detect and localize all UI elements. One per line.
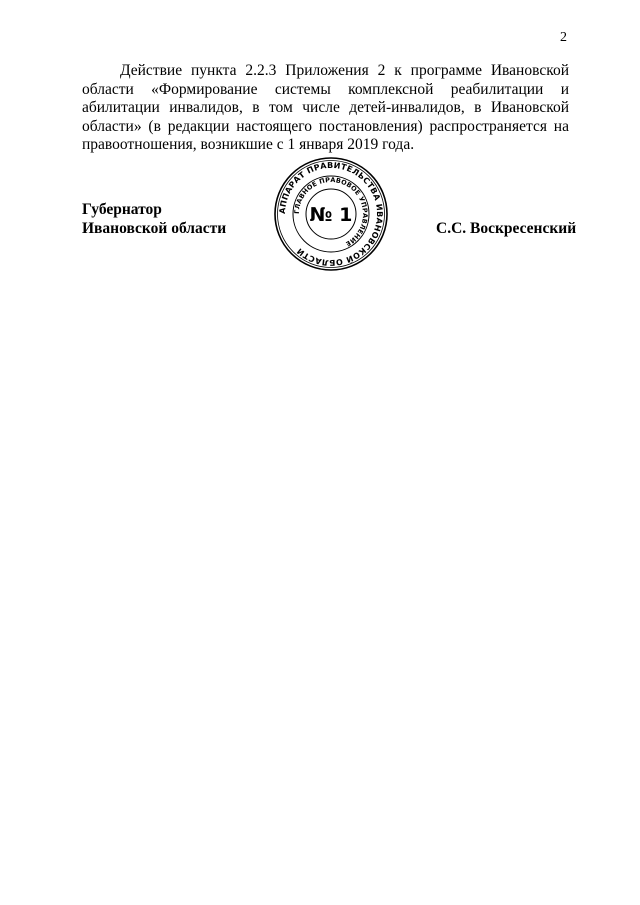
stamp-number: № 1	[309, 204, 353, 226]
signatory-title	[82, 201, 226, 238]
signatory-name: С.С. Воскресенский	[436, 220, 577, 237]
page-number: 2	[560, 30, 567, 45]
body-paragraph: Действие пункта 2.2.3 Приложения 2 к программе Ивановской области «Формирование системы комплексной реабилитации и абилитации инвалидов, в том числе детей-инвалидов, в Ивановской области» (в редакции настоящего постановления) распространяется на правоотношения, возникшие с 1 января 2019 года.	[82, 62, 569, 153]
stamp-outer-text: АППАРАТ ПРАВИТЕЛЬСТВА ИВАНОВСКОЙ ОБЛАСТИ	[277, 160, 385, 268]
signatory-title-line2: Ивановской области	[82, 219, 227, 237]
stamp-inner-text: ГЛАВНОЕ ПРАВОВОЕ УПРАВЛЕНИЕ	[292, 175, 370, 248]
official-stamp	[273, 156, 389, 272]
signatory-title-line1: Губернатор	[82, 201, 162, 218]
